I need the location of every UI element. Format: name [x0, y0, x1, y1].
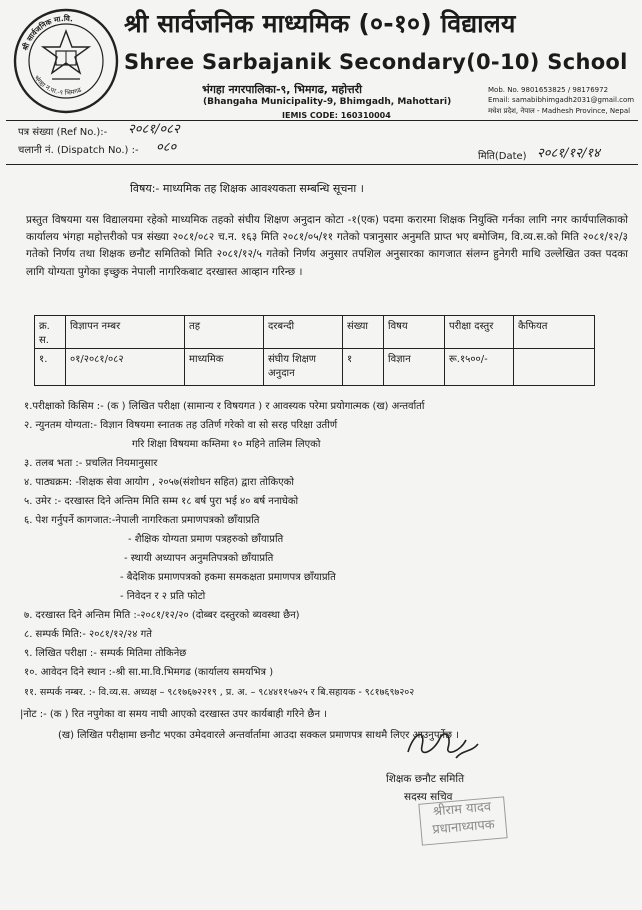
- term-min-qualification: २. न्युनतम योग्यता:- विज्ञान विषयमा स्नातक तह उतिर्ण गरेको वा सो सरह परिक्षा उतीर्ण: [24, 420, 338, 431]
- term-last-date: ७. दरखास्त दिने अन्तिम मिति :-२०८१/१२/२० (दोब्बर दस्तुरको ब्यवस्था छैन): [24, 610, 300, 621]
- stamp-name: श्रीराम यादव: [432, 799, 492, 820]
- table-header-row: [35, 316, 595, 349]
- ref-number-label: पत्र संख्या (Ref No.):-: [18, 127, 108, 138]
- term-exam-type: १.परीक्षाको किसिम :- (क ) लिखित परीक्षा (सामान्य र विषयगत ) र आवस्यक परेमा प्रयोगात्मक (ख) अन्तर्वार्ता: [24, 401, 425, 412]
- term-doc-license: - स्थायी अध्यापन अनुमतिपत्रको छाँयाप्रति: [124, 553, 274, 564]
- mobile-number: Mob. No. 9801653825 / 98176972: [488, 86, 609, 94]
- date-value: २०८१/१२/१४: [537, 146, 600, 161]
- svg-text:भंगहा न.पा.-९ भिमगढ: भंगहा न.पा.-९ भिमगढ: [32, 73, 83, 97]
- province-line: मधेश प्रदेश, नेपाल - Madhesh Province, Nepal: [488, 107, 631, 115]
- term-salary: ३. तलब भता :- प्रचलित नियमानुसार: [24, 458, 158, 469]
- school-seal-logo: [12, 7, 120, 115]
- school-name-english: Shree Sarbajanik Secondary(0-10) School: [124, 50, 628, 74]
- cell-count: १: [343, 349, 384, 386]
- term-doc-academic: - शैक्षिक योग्यता प्रमाण पत्रहरुको छाँयाप्रति: [128, 534, 284, 545]
- signature-mark: [400, 722, 490, 770]
- notice-subject: विषय:- माध्यमिक तह शिक्षक आवश्यकता सम्बन्धि सूचना ।: [130, 182, 364, 195]
- cell-level: माध्यमिक: [185, 349, 264, 386]
- table-row: [35, 349, 595, 386]
- term-contact-numbers: ११. सम्पर्क नम्बर. :- वि.व्य.स. अध्यक्ष – ९८१७६७२२१९ , प्र. अ. – ९८४४११५७२५ र बि.सहायक - ९८१७६९७२०२: [24, 687, 415, 698]
- school-name-nepali: श्री सार्वजनिक माध्यमिक (०-१०) विद्यालय: [124, 9, 516, 38]
- cell-subject: विज्ञान: [384, 349, 445, 386]
- cell-sn: १.: [35, 349, 66, 386]
- iemis-code: IEMIS CODE: 160310004: [282, 111, 391, 120]
- col-header-subject: विषय: [384, 316, 445, 349]
- term-curriculum: ४. पाठ्यक्रम: -शिक्षक सेवा आयोग , २०५७(संशोधन सहित) द्वारा तोकिएको: [24, 477, 294, 488]
- term-written-exam: ९. लिखित परीक्षा :- सम्पर्क मितिमा तोकिनेछ: [24, 648, 187, 659]
- svg-text:श्री सार्वजनिक मा.वि.: श्री सार्वजनिक मा.वि.: [20, 13, 74, 52]
- term-age: ५. उमेर :- दरखास्त दिने अन्तिम मिति सम्म १८ बर्ष पुरा भई ४० बर्ष ननाघेको: [24, 496, 299, 507]
- municipality-nepali: भंगहा नगरपालिका-९, भिमगढ, महोत्तरी: [202, 83, 363, 96]
- term-doc-application: - निवेदन र २ प्रति फोटो: [120, 591, 206, 602]
- col-header-count: संख्या: [343, 316, 384, 349]
- col-header-remarks: कैफियत: [514, 316, 595, 349]
- cell-ad-number: ०१/२०८१/०८२: [66, 349, 185, 386]
- cell-remarks: [514, 349, 595, 386]
- email-address: Email: samabibhimgadh2031@gmail.com: [488, 96, 635, 104]
- header-divider-top: [6, 120, 638, 121]
- term-min-qualification-cont: गरि शिक्षा विषयमा कम्तिमा १० महिने तालिम लिएको: [132, 439, 321, 450]
- ref-number-value: २०८१/०८२: [128, 122, 180, 137]
- header-divider-bottom: [6, 164, 638, 165]
- municipality-english: (Bhangaha Municipality-9, Bhimgadh, Mahottari): [203, 97, 452, 107]
- dispatch-number-label: चलानी नं. (Dispatch No.) :-: [18, 145, 139, 156]
- col-header-exam-fee: परीक्षा दस्तुर: [445, 316, 514, 349]
- principal-stamp: [418, 796, 507, 845]
- date-label: मिति(Date): [478, 151, 527, 162]
- signature-committee: शिक्षक छनौट समिति: [386, 773, 465, 785]
- col-header-level: तह: [185, 316, 264, 349]
- vacancy-table: [34, 315, 595, 386]
- cell-post: संघीय शिक्षण अनुदान: [264, 349, 343, 386]
- signature-role: सदस्य सचिव: [404, 791, 453, 803]
- note-b: (ख) लिखित परीक्षामा छनौट भएका उमेदवारले अन्तर्वार्तामा आउदा सक्कल प्रमाणपत्र साथमै लिएर आउनुपर्नेछ ।: [58, 730, 460, 741]
- term-contact-date: ८. सम्पर्क मिति:- २०८१/१२/२४ गते: [24, 629, 152, 640]
- term-documents: ६. पेश गर्नुपर्ने कागजात:-नेपाली नागरिकता प्रमाणपत्रको छाँयाप्रति: [24, 515, 260, 526]
- col-header-ad-number: विज्ञापन नम्बर: [66, 316, 185, 349]
- stamp-title: प्रधानाध्यापक: [431, 817, 496, 838]
- col-header-post: दरबन्दी: [264, 316, 343, 349]
- dispatch-number-value: ०८०: [156, 140, 177, 155]
- term-application-place: १०. आवेदन दिने स्थान :-श्री सा.मा.वि.भिमगढ (कार्यालय समयभित्र ): [24, 667, 274, 678]
- term-doc-foreign: - बैदेशिक प्रमाणपत्रको हकमा समकक्षता प्रमाणपत्र छाँयाप्रति: [120, 572, 336, 583]
- note-a: |नोट :- (क ) रित नपुगेका वा समय नाघी आएको दरखास्त उपर कार्यबाही गरिने छैन ।: [20, 709, 328, 720]
- col-header-sn: क्र. स.: [35, 316, 66, 349]
- notice-body: प्रस्तुत विषयमा यस विद्यालयमा रहेको माध्यमिक तहको संघीय शिक्षण अनुदान कोटा -१(एक) पदमा करारमा शिक्षक नियुक्ति गर्नका लागि नगर कार्यपालिकाको कार्यालय भंगहा महोत्तरीको पत्र संख्या २०८१/०८२ च.न. १६३ मिति २०८१/०५/११ गतेको पत्रानुसार अनुमति प्राप्त भए बमोजिम, वि.व्य.स.को मिति २०८१/१२/३ गतेको निर्णय तथा शिक्षक छनौट समितिको मिति २०८१/१२/५ गतेको निर्णय अनुसार तपशिल अनुसारका कागजात संलग्न हुनेगरी माथि उल्लेखित उक्त पदका लागि योग्यता पुगेका इच्छुक नेपाली नागरिकबाट दरखास्त आव्हान गरिन्छ ।: [26, 214, 628, 278]
- cell-exam-fee: रू.१५००/-: [445, 349, 514, 386]
